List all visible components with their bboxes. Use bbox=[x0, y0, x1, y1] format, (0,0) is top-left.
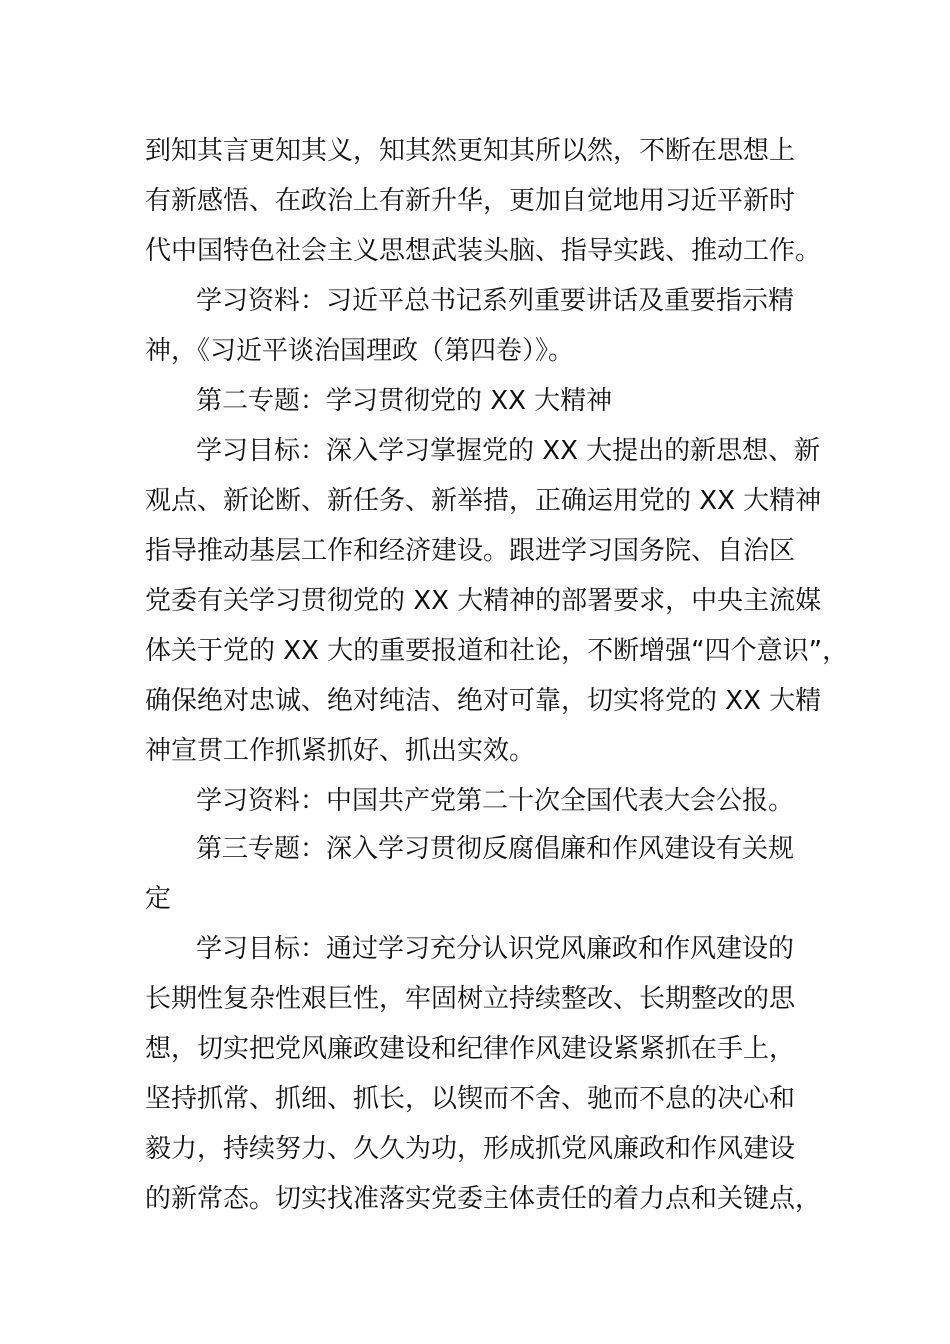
text-line: 确保绝对忠诚、绝对纯洁、绝对可靠，切实将党的 XX 大精 bbox=[145, 686, 822, 716]
section-heading: 第二专题：学习贯彻党的 XX 大精神 bbox=[196, 386, 613, 416]
text-line: 想，切实把党风廉政建设和纪律作风建设紧紧抓在手上， bbox=[145, 1034, 796, 1064]
text-line: 观点、新论断、新任务、新举措，正确运用党的 XX 大精神 bbox=[145, 486, 822, 516]
text-line: 神，《习近平谈治国理政（第四卷）》。 bbox=[145, 336, 575, 366]
text-line: 学习资料：习近平总书记系列重要讲话及重要指示精 bbox=[196, 286, 795, 316]
text-line: 党委有关学习贯彻党的 XX 大精神的部署要求，中央主流媒 bbox=[145, 586, 822, 616]
text-line: 长期性复杂性艰巨性，牢固树立持续整改、长期整改的思 bbox=[145, 984, 796, 1014]
text-line: 到知其言更知其义，知其然更知其所以然，不断在思想上 bbox=[145, 136, 796, 166]
text-line: 学习目标：深入学习掌握党的 XX 大提出的新思想、新 bbox=[196, 436, 821, 466]
section-heading: 第三专题：深入学习贯彻反腐倡廉和作风建设有关规 bbox=[196, 834, 795, 864]
text-line: 有新感悟、在政治上有新升华，更加自觉地用习近平新时 bbox=[145, 186, 796, 216]
text-line: 学习目标：通过学习充分认识党风廉政和作风建设的 bbox=[196, 934, 795, 964]
text-line: 代中国特色社会主义思想武装头脑、指导实践、推动工作。 bbox=[145, 236, 822, 266]
text-line: 体关于党的 XX 大的重要报道和社论，不断增强“四个意识”， bbox=[145, 636, 849, 666]
text-line: 毅力，持续努力、久久为功，形成抓党风廉政和作风建设 bbox=[145, 1134, 796, 1164]
section-heading-cont: 定 bbox=[145, 884, 172, 914]
text-line: 的新常态。切实找准落实党委主体责任的着力点和关键点， bbox=[145, 1184, 822, 1214]
text-line: 指导推动基层工作和经济建设。跟进学习国务院、自治区 bbox=[145, 536, 796, 566]
text-line: 神宣贯工作抓紧抓好、抓出实效。 bbox=[145, 736, 536, 766]
text-line: 学习资料：中国共产党第二十次全国代表大会公报。 bbox=[196, 786, 795, 816]
text-line: 坚持抓常、抓细、抓长，以锲而不舍、驰而不息的决心和 bbox=[145, 1084, 796, 1114]
